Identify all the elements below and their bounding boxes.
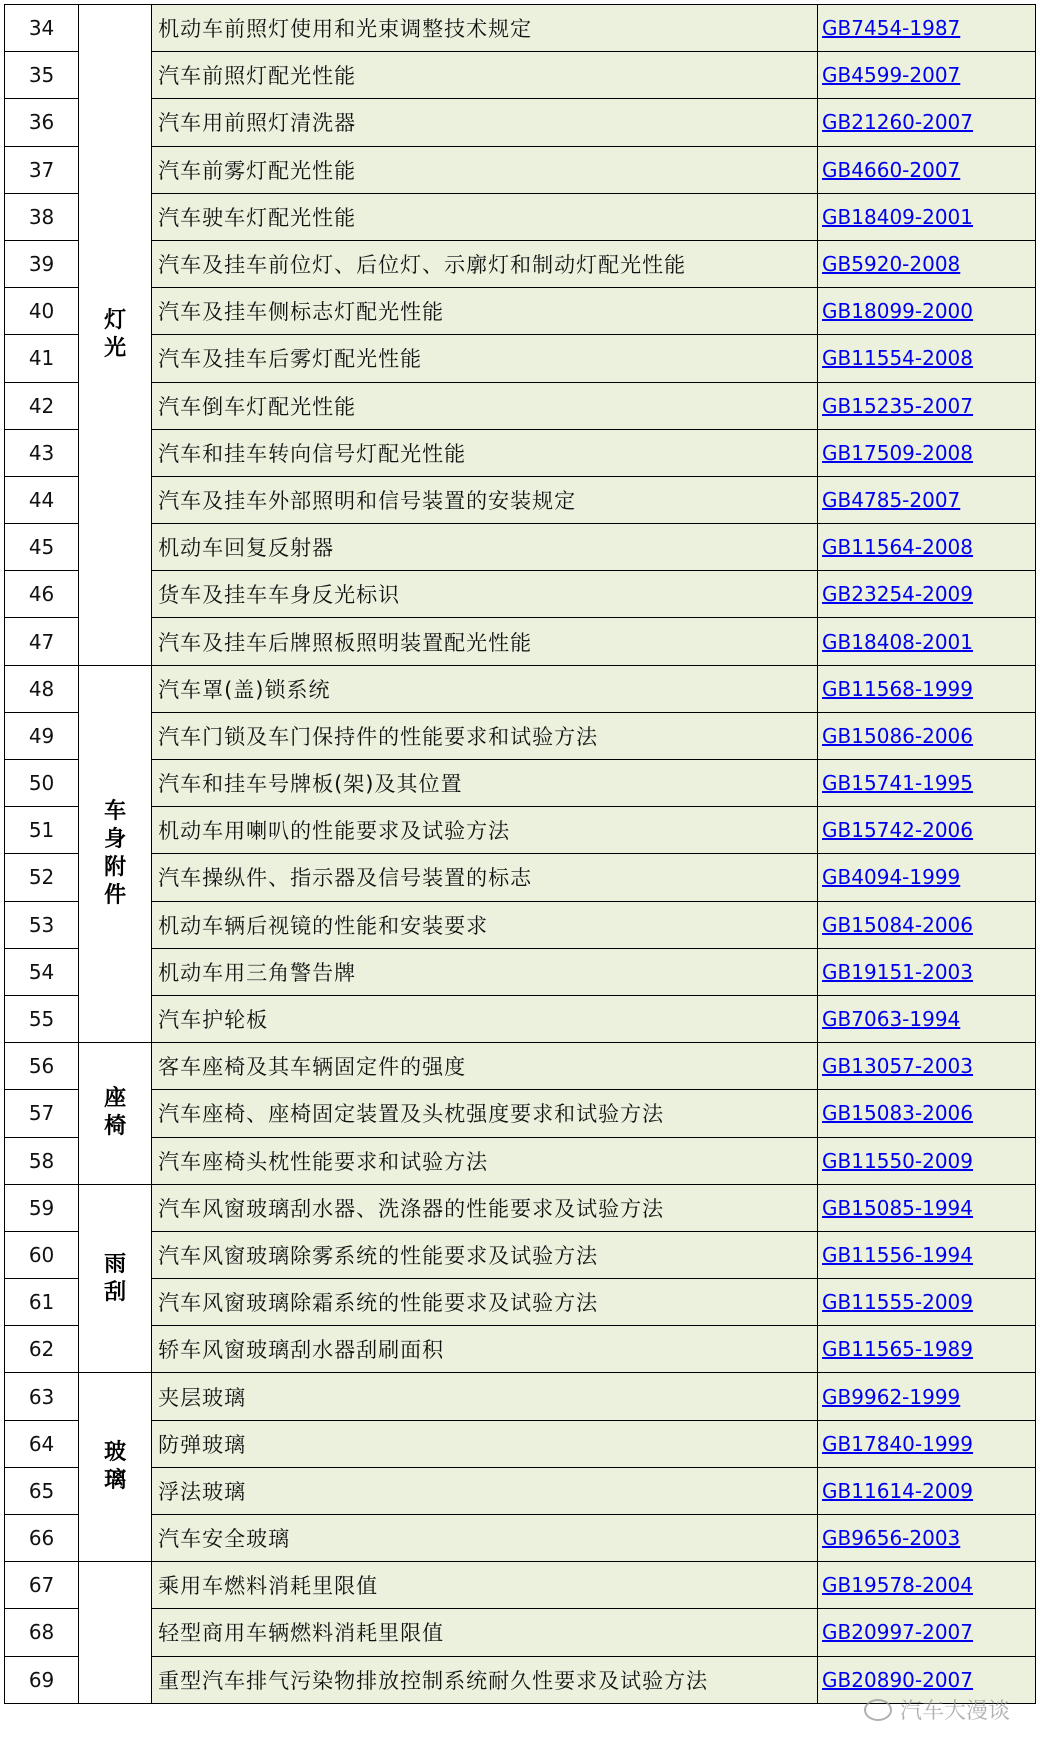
row-number: 58 [5,1137,79,1184]
row-number: 61 [5,1279,79,1326]
standard-code-link[interactable]: GB13057-2003 [822,1054,974,1079]
standard-name: 机动车用三角警告牌 [152,948,818,995]
standard-code-link[interactable]: GB18408-2001 [822,629,974,654]
standard-name: 汽车及挂车侧标志灯配光性能 [152,288,818,335]
standard-code-link[interactable]: GB15085-1994 [822,1195,974,1220]
standard-name: 夹层玻璃 [152,1373,818,1420]
row-number: 52 [5,854,79,901]
table-row [5,52,1036,99]
standard-name: 机动车用喇叭的性能要求及试验方法 [152,807,818,854]
standard-name: 汽车风窗玻璃刮水器、洗涤器的性能要求及试验方法 [152,1184,818,1231]
table-row [5,1137,1036,1184]
row-number: 51 [5,807,79,854]
standard-name: 汽车驶车灯配光性能 [152,193,818,240]
standard-code-link[interactable]: GB15084-2006 [822,912,974,937]
standard-code-link[interactable]: GB4785-2007 [822,487,961,512]
standard-name: 汽车及挂车前位灯、后位灯、示廓灯和制动灯配光性能 [152,240,818,287]
standard-code-cell [818,240,1036,287]
row-number: 62 [5,1326,79,1373]
table-row [5,1043,1036,1090]
standard-code-cell [818,618,1036,665]
category-label: 座椅 [104,1086,127,1140]
standard-code-cell [818,52,1036,99]
standard-name: 汽车座椅、座椅固定装置及头枕强度要求和试验方法 [152,1090,818,1137]
standard-name: 轻型商用车辆燃料消耗里限值 [152,1609,818,1656]
table-row [5,1562,1036,1609]
table-row [5,1467,1036,1514]
table-row [5,901,1036,948]
table-row [5,1231,1036,1278]
standard-code-cell [818,854,1036,901]
standard-name: 汽车前照灯配光性能 [152,52,818,99]
standard-name: 汽车用前照灯清洗器 [152,99,818,146]
row-number: 50 [5,760,79,807]
row-number: 53 [5,901,79,948]
row-number: 54 [5,948,79,995]
standard-code-cell [818,901,1036,948]
row-number: 68 [5,1609,79,1656]
category-cell [79,5,152,666]
standard-code-link[interactable]: GB11564-2008 [822,535,974,560]
row-number: 63 [5,1373,79,1420]
table-row [5,288,1036,335]
standard-code-cell [818,1043,1036,1090]
standard-code-link[interactable]: GB17840-1999 [822,1431,974,1456]
table-row [5,99,1036,146]
standard-code-link[interactable]: GB11556-1994 [822,1242,974,1267]
row-number: 43 [5,429,79,476]
standard-code-cell [818,1326,1036,1373]
table-row [5,1420,1036,1467]
category-cell [79,1043,152,1185]
standard-name: 汽车和挂车号牌板(架)及其位置 [152,760,818,807]
standard-name: 汽车罩(盖)锁系统 [152,665,818,712]
row-number: 66 [5,1515,79,1562]
row-number: 34 [5,5,79,52]
standard-code-link[interactable]: GB15086-2006 [822,723,974,748]
table-row [5,1373,1036,1420]
standard-code-cell [818,1184,1036,1231]
category-label: 车身附件 [104,798,127,908]
standard-code-cell [818,524,1036,571]
row-number: 44 [5,476,79,523]
standard-name: 汽车和挂车转向信号灯配光性能 [152,429,818,476]
standard-code-link[interactable]: GB11565-1989 [822,1337,974,1362]
standard-name: 客车座椅及其车辆固定件的强度 [152,1043,818,1090]
table-row [5,1326,1036,1373]
standard-code-link[interactable]: GB7063-1994 [822,1007,961,1032]
standard-name: 汽车前雾灯配光性能 [152,146,818,193]
standard-code-cell [818,5,1036,52]
table-row [5,1609,1036,1656]
standard-code-cell [818,1467,1036,1514]
standard-code-cell [818,1090,1036,1137]
table-row [5,1184,1036,1231]
standards-table [4,4,1036,1704]
standard-code-cell [818,382,1036,429]
category-label: 玻璃 [104,1440,127,1494]
row-number: 47 [5,618,79,665]
standard-code-link[interactable]: GB11555-2009 [822,1290,974,1315]
category-label: 灯光 [104,307,127,361]
standard-name: 汽车风窗玻璃除霜系统的性能要求及试验方法 [152,1279,818,1326]
table-row [5,854,1036,901]
standard-code-link[interactable]: GB20890-2007 [822,1667,974,1692]
row-number: 36 [5,99,79,146]
category-cell [79,1562,152,1704]
standard-code-cell [818,807,1036,854]
standard-name: 汽车及挂车后雾灯配光性能 [152,335,818,382]
table-row [5,948,1036,995]
table-row [5,193,1036,240]
standard-code-link[interactable]: GB7454-1987 [822,16,961,41]
standard-code-link[interactable]: GB11568-1999 [822,676,974,701]
standard-name: 浮法玻璃 [152,1467,818,1514]
standard-code-cell [818,193,1036,240]
standard-code-cell [818,760,1036,807]
row-number: 60 [5,1231,79,1278]
table-row [5,665,1036,712]
table-row [5,524,1036,571]
table-row [5,146,1036,193]
standard-name: 汽车护轮板 [152,995,818,1042]
standard-code-link[interactable]: GB17509-2008 [822,440,974,465]
table-row [5,712,1036,759]
row-number: 56 [5,1043,79,1090]
standard-name: 机动车辆后视镜的性能和安装要求 [152,901,818,948]
table-row [5,240,1036,287]
standard-name: 汽车操纵件、指示器及信号装置的标志 [152,854,818,901]
table-row [5,476,1036,523]
row-number: 41 [5,335,79,382]
table-row [5,1279,1036,1326]
standard-code-cell [818,712,1036,759]
standard-code-cell [818,1137,1036,1184]
standard-name: 汽车及挂车后牌照板照明装置配光性能 [152,618,818,665]
category-cell [79,1184,152,1373]
standard-name: 汽车及挂车外部照明和信号装置的安装规定 [152,476,818,523]
standard-code-link[interactable]: GB23254-2009 [822,582,974,607]
standard-name: 汽车门锁及车门保持件的性能要求和试验方法 [152,712,818,759]
standard-code-cell [818,995,1036,1042]
table-row [5,995,1036,1042]
category-cell [79,1373,152,1562]
standard-code-link[interactable]: GB5920-2008 [822,252,961,277]
standard-code-link[interactable]: GB20997-2007 [822,1620,974,1645]
standard-code-link[interactable]: GB9962-1999 [822,1384,961,1409]
table-row [5,807,1036,854]
standard-code-link[interactable]: GB15083-2006 [822,1101,974,1126]
row-number: 65 [5,1467,79,1514]
row-number: 64 [5,1420,79,1467]
standards-table-body [5,5,1036,1704]
standard-code-link[interactable]: GB4599-2007 [822,63,961,88]
category-label: 雨刮 [104,1251,127,1305]
standard-code-cell [818,288,1036,335]
standard-code-cell [818,665,1036,712]
standard-name: 货车及挂车车身反光标识 [152,571,818,618]
standard-name: 防弹玻璃 [152,1420,818,1467]
standard-code-cell [818,1562,1036,1609]
standard-name: 机动车前照灯使用和光束调整技术规定 [152,5,818,52]
table-row [5,1515,1036,1562]
standard-code-link[interactable]: GB19578-2004 [822,1573,974,1598]
standard-name: 重型汽车排气污染物排放控制系统耐久性要求及试验方法 [152,1656,818,1703]
standard-code-link[interactable]: GB11550-2009 [822,1148,974,1173]
standard-code-link[interactable]: GB11554-2008 [822,346,974,371]
row-number: 49 [5,712,79,759]
standard-name: 轿车风窗玻璃刮水器刮刷面积 [152,1326,818,1373]
table-row [5,5,1036,52]
row-number: 42 [5,382,79,429]
row-number: 35 [5,52,79,99]
row-number: 46 [5,571,79,618]
standard-name: 汽车安全玻璃 [152,1515,818,1562]
standard-code-cell [818,1279,1036,1326]
standard-code-cell [818,1515,1036,1562]
row-number: 67 [5,1562,79,1609]
table-row [5,618,1036,665]
standard-code-cell [818,1373,1036,1420]
standard-code-cell [818,146,1036,193]
row-number: 37 [5,146,79,193]
standard-code-cell [818,99,1036,146]
standard-code-cell [818,948,1036,995]
standard-code-link[interactable]: GB11614-2009 [822,1478,974,1503]
standard-code-link[interactable]: GB4660-2007 [822,157,961,182]
standard-code-cell [818,476,1036,523]
row-number: 48 [5,665,79,712]
standard-code-link[interactable]: GB19151-2003 [822,959,974,984]
standard-code-link[interactable]: GB4094-1999 [822,865,961,890]
standard-code-link[interactable]: GB18099-2000 [822,299,974,324]
table-row [5,429,1036,476]
standard-name: 机动车回复反射器 [152,524,818,571]
row-number: 40 [5,288,79,335]
standard-code-cell [818,1420,1036,1467]
row-number: 55 [5,995,79,1042]
table-row [5,1090,1036,1137]
standard-name: 汽车座椅头枕性能要求和试验方法 [152,1137,818,1184]
standard-code-cell [818,335,1036,382]
row-number: 57 [5,1090,79,1137]
category-cell [79,665,152,1043]
row-number: 45 [5,524,79,571]
table-row [5,382,1036,429]
standard-name: 汽车风窗玻璃除雾系统的性能要求及试验方法 [152,1231,818,1278]
standard-code-link[interactable]: GB9656-2003 [822,1526,961,1551]
standard-code-link[interactable]: GB15742-2006 [822,818,974,843]
standard-code-cell [818,1656,1036,1703]
table-row [5,571,1036,618]
standard-code-cell [818,571,1036,618]
standard-name: 乘用车燃料消耗里限值 [152,1562,818,1609]
standard-name: 汽车倒车灯配光性能 [152,382,818,429]
watermark-text: 汽车大漫谈 [899,1699,1010,1724]
row-number: 39 [5,240,79,287]
standard-code-link[interactable]: GB15235-2007 [822,393,974,418]
standard-code-link[interactable]: GB21260-2007 [822,110,974,135]
row-number: 38 [5,193,79,240]
table-row [5,335,1036,382]
standard-code-cell [818,1231,1036,1278]
standard-code-link[interactable]: GB18409-2001 [822,204,974,229]
table-row [5,760,1036,807]
standard-code-cell [818,429,1036,476]
row-number: 59 [5,1184,79,1231]
standard-code-link[interactable]: GB15741-1995 [822,771,974,796]
row-number: 69 [5,1656,79,1703]
standard-code-cell [818,1609,1036,1656]
table-row [5,1656,1036,1703]
